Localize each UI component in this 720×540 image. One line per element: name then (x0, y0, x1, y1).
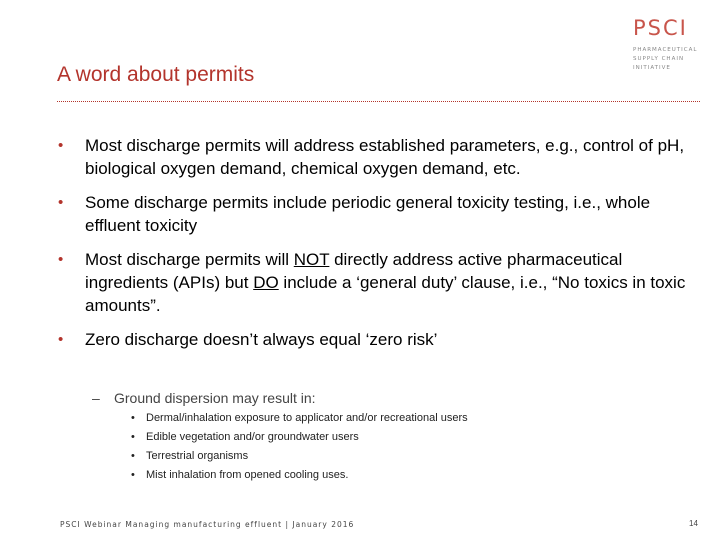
bullet-icon: • (58, 137, 64, 154)
page-number: 14 (689, 519, 698, 528)
bullet-icon: • (58, 331, 64, 348)
sub-sub-bullet-item (131, 409, 551, 428)
bullet-text-part: directly address active pharmaceutical ingredients (APIs) but (85, 250, 623, 292)
sub-sub-bullet-text: Edible vegetation and/or groundwater users (146, 431, 359, 443)
bullet-list (57, 134, 697, 362)
sub-sub-bullet-text: Mist inhalation from opened cooling uses. (146, 469, 349, 481)
logo-line-2: SUPPLY CHAIN (633, 56, 685, 62)
title-divider (57, 101, 700, 102)
bullet-icon: • (58, 194, 64, 211)
sub-sub-bullet-text: Dermal/inhalation exposure to applicator and/or recreational users (146, 412, 468, 424)
sub-sub-bullet-item (131, 428, 551, 447)
sub-bullet-text: Ground dispersion may result in: (114, 390, 316, 406)
bullet-icon: • (131, 469, 135, 481)
bullet-item (57, 328, 697, 351)
dash-icon: – (92, 390, 100, 406)
bullet-icon: • (131, 431, 135, 443)
bullet-item (57, 134, 697, 180)
sub-sub-bullet-text: Terrestrial organisms (146, 450, 249, 462)
bullet-text: Zero discharge doesn’t always equal ‘zero risk’ (85, 330, 438, 349)
emphasis-not: NOT (293, 250, 330, 269)
bullet-icon: • (131, 412, 135, 424)
bullet-item (57, 248, 697, 317)
bullet-text: Some discharge permits include periodic general toxicity testing, i.e., whole effluent toxicity (85, 193, 651, 235)
bullet-icon: • (131, 450, 135, 462)
sub-bullet (92, 390, 316, 406)
slide-footer: PSCI Webinar Managing manufacturing effluent | January 2016 (60, 520, 355, 529)
bullet-text: Most discharge permits will address established parameters, e.g., control of pH, biological oxygen demand, chemical oxygen demand, etc. (85, 136, 685, 178)
bullet-item (57, 191, 697, 237)
logo-mark: PSCI (633, 16, 688, 40)
logo-line-1: PHARMACEUTICAL (633, 47, 698, 53)
logo-line-3: INITIATIVE (633, 65, 671, 71)
sub-sub-bullet-item (131, 447, 551, 466)
psci-logo (633, 16, 713, 73)
sub-sub-bullet-list (131, 409, 551, 485)
slide-title: A word about permits (57, 63, 255, 86)
bullet-text-part: include a ‘general duty’ clause, i.e., “No toxics in toxic amounts”. (85, 273, 686, 315)
bullet-icon: • (58, 251, 64, 268)
sub-sub-bullet-item (131, 466, 551, 485)
emphasis-do: DO (253, 273, 279, 292)
bullet-text-part: Most discharge permits will (85, 250, 294, 269)
